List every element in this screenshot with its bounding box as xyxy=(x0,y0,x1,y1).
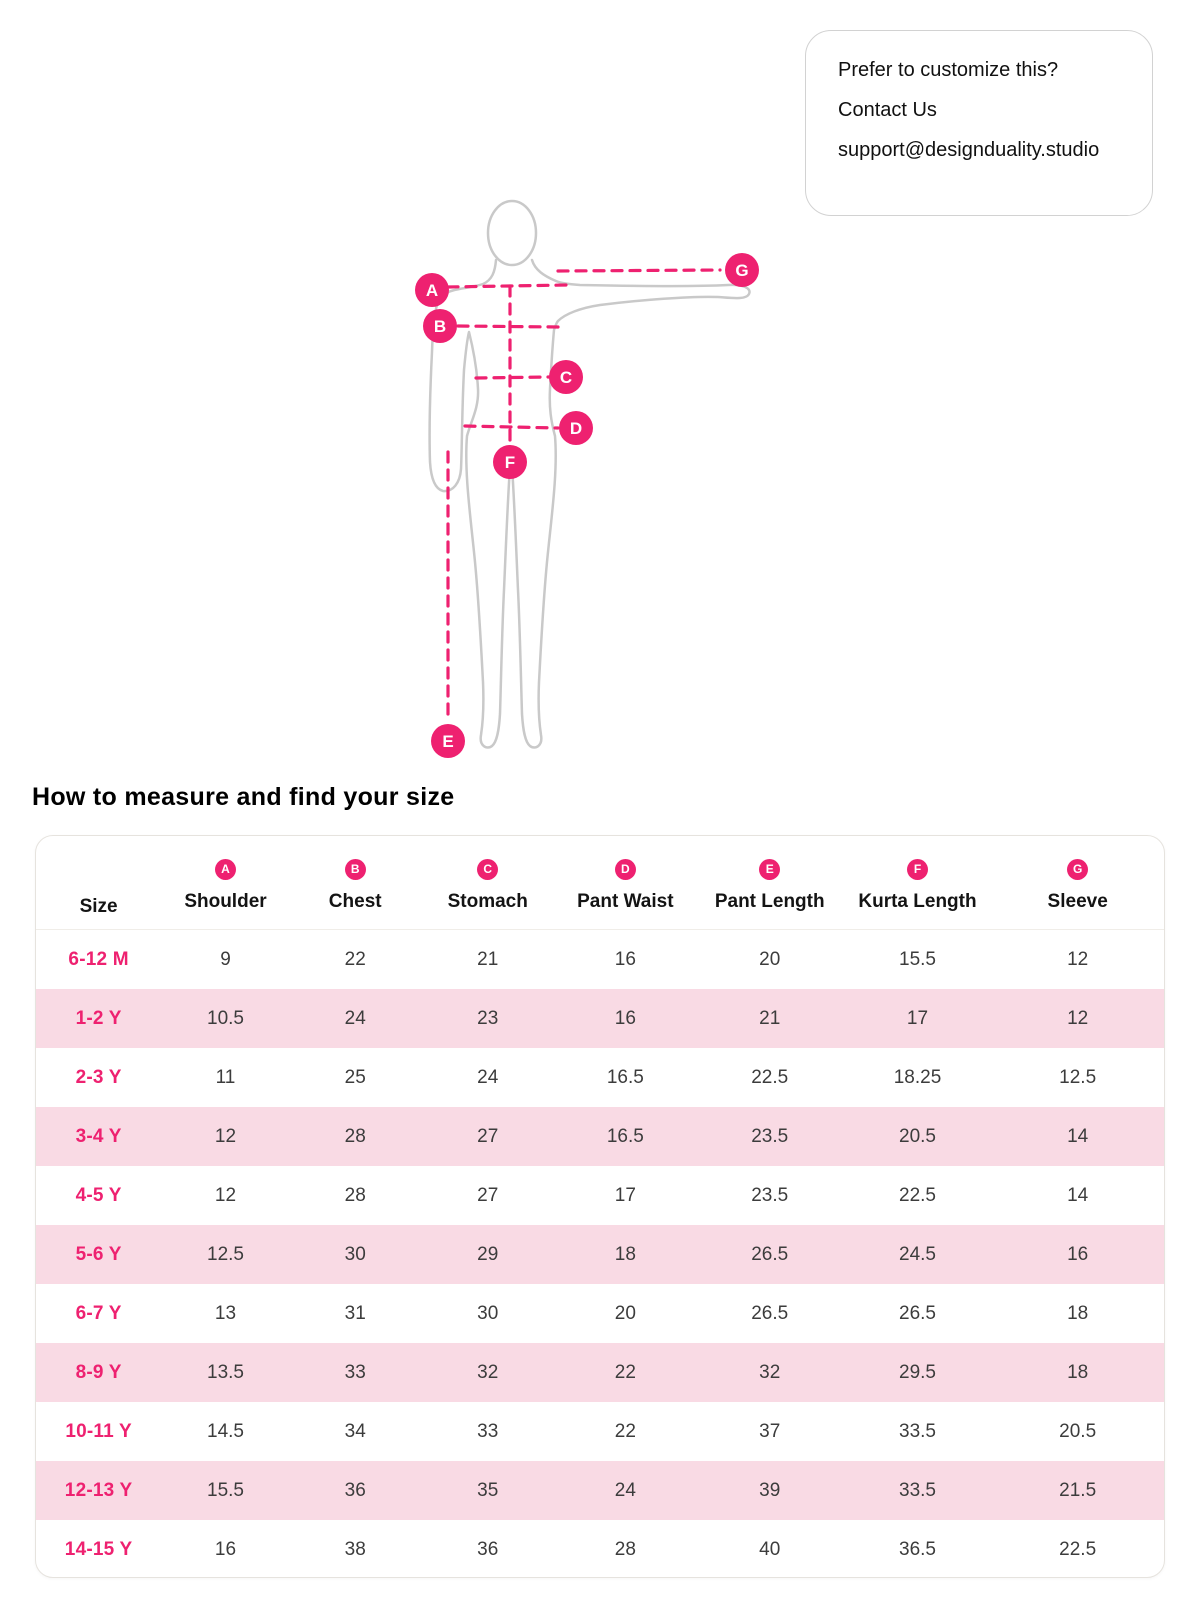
measurement-value: 21 xyxy=(477,948,499,970)
measurement-value: 29 xyxy=(477,1243,499,1265)
size-table-header xyxy=(36,836,1164,929)
page-title: How to measure and find your size xyxy=(32,783,455,811)
measurement-value: 32 xyxy=(477,1361,499,1383)
measurement-value: 16 xyxy=(614,1007,636,1029)
body-figure-outline xyxy=(430,201,750,748)
column-badge-e: E xyxy=(759,859,780,880)
measurement-value: 22 xyxy=(614,1361,636,1383)
measurement-value: 20 xyxy=(759,948,781,970)
measurement-value: 28 xyxy=(344,1125,366,1147)
measurement-value: 28 xyxy=(614,1538,636,1560)
measurement-value: 33.5 xyxy=(899,1420,936,1442)
measurement-value: 24 xyxy=(477,1066,499,1088)
measurement-value: 26.5 xyxy=(751,1243,789,1265)
column-label: Size xyxy=(79,896,118,917)
size-table-body xyxy=(36,929,1164,1578)
measurement-value: 30 xyxy=(344,1243,366,1265)
table-row xyxy=(36,1225,1164,1284)
marker-b-badge xyxy=(423,309,457,343)
column-label: Sleeve xyxy=(1047,891,1108,912)
measurement-value: 14 xyxy=(1067,1125,1089,1147)
measurement-value: 11 xyxy=(215,1066,236,1088)
measure-line-sleeve xyxy=(558,270,720,271)
measure-line-pant-waist xyxy=(465,426,558,428)
table-row xyxy=(36,1107,1164,1166)
measurement-value: 36 xyxy=(477,1538,499,1560)
measurement-value: 34 xyxy=(344,1420,366,1442)
column-badge-g: G xyxy=(1067,859,1088,880)
measurement-value: 24.5 xyxy=(899,1243,936,1265)
measurement-value: 22.5 xyxy=(751,1066,789,1088)
marker-e-badge xyxy=(431,724,465,758)
measurement-value: 22.5 xyxy=(1059,1538,1097,1560)
column-header-stomach xyxy=(421,859,555,929)
table-row xyxy=(36,1402,1164,1461)
measurement-value: 14 xyxy=(1067,1184,1089,1206)
body-diagram-svg xyxy=(380,190,800,770)
measurement-value: 20.5 xyxy=(899,1125,936,1147)
column-badge-c: C xyxy=(477,859,498,880)
measurement-value: 18 xyxy=(614,1243,636,1265)
measurement-value: 18 xyxy=(1067,1361,1089,1383)
size-label: 2-3 Y xyxy=(75,1066,122,1088)
measurement-value: 9 xyxy=(220,948,231,970)
column-header-size xyxy=(36,859,161,929)
table-row xyxy=(36,989,1164,1048)
measurement-value: 28 xyxy=(344,1184,366,1206)
marker-a-badge xyxy=(415,273,449,307)
column-badge-a: A xyxy=(215,859,236,880)
marker-f-badge xyxy=(493,445,527,479)
measurement-lines xyxy=(448,270,720,721)
measurement-value: 33.5 xyxy=(899,1479,936,1501)
column-header-pant-length xyxy=(696,859,844,929)
measurement-value: 36 xyxy=(344,1479,366,1501)
measure-line-shoulder xyxy=(448,285,566,287)
table-row xyxy=(36,1343,1164,1402)
measurement-value: 24 xyxy=(344,1007,366,1029)
measurement-value: 27 xyxy=(477,1184,499,1206)
measurement-value: 22.5 xyxy=(899,1184,936,1206)
size-label: 6-7 Y xyxy=(75,1302,122,1324)
column-header-sleeve xyxy=(991,859,1164,929)
measurement-value: 20 xyxy=(614,1302,636,1324)
measurement-value: 36.5 xyxy=(899,1538,936,1560)
measurement-value: 13.5 xyxy=(207,1361,244,1383)
column-header-kurta-length xyxy=(844,859,992,929)
measurement-value: 16 xyxy=(1067,1243,1089,1265)
measurement-value: 18.25 xyxy=(893,1066,942,1088)
measure-line-stomach xyxy=(476,377,550,378)
table-row xyxy=(36,1166,1164,1225)
measurement-value: 16.5 xyxy=(606,1066,644,1088)
contact-us-link[interactable]: Contact Us xyxy=(838,99,937,121)
measurement-value: 32 xyxy=(759,1361,781,1383)
column-label: Kurta Length xyxy=(858,891,977,912)
figure-head xyxy=(488,201,536,265)
svg-text:F: F xyxy=(504,453,516,472)
measurement-value: 18 xyxy=(1067,1302,1089,1324)
measurement-value: 12.5 xyxy=(1059,1066,1097,1088)
measure-line-chest xyxy=(458,326,558,327)
measurement-value: 16.5 xyxy=(606,1125,644,1147)
measurement-value: 27 xyxy=(477,1125,499,1147)
table-row xyxy=(36,930,1164,989)
measurement-value: 17 xyxy=(614,1184,636,1206)
column-badge-b: B xyxy=(345,859,366,880)
measurement-value: 37 xyxy=(759,1420,781,1442)
measurement-value: 33 xyxy=(344,1361,366,1383)
column-badge-d: D xyxy=(615,859,636,880)
measurement-value: 10.5 xyxy=(207,1007,244,1029)
measurement-value: 33 xyxy=(477,1420,499,1442)
measurement-value: 15.5 xyxy=(899,948,936,970)
measurement-value: 26.5 xyxy=(751,1302,789,1324)
svg-text:D: D xyxy=(569,419,583,438)
column-header-pant-waist xyxy=(555,859,696,929)
support-email-link[interactable]: support@designduality.studio xyxy=(838,139,1100,161)
size-label: 4-5 Y xyxy=(75,1184,122,1206)
marker-g-badge xyxy=(725,253,759,287)
measurement-value: 13 xyxy=(214,1302,237,1324)
figure-body xyxy=(430,260,750,748)
svg-text:C: C xyxy=(559,368,573,387)
size-label: 8-9 Y xyxy=(75,1361,122,1383)
svg-text:E: E xyxy=(442,732,454,751)
size-label: 10-11 Y xyxy=(65,1420,132,1442)
measurement-value: 24 xyxy=(614,1479,636,1501)
column-badge-f: F xyxy=(907,859,928,880)
measurement-value: 21.5 xyxy=(1059,1479,1097,1501)
measurement-value: 17 xyxy=(906,1007,929,1029)
column-header-chest xyxy=(290,859,421,929)
measurement-value: 30 xyxy=(477,1302,499,1324)
svg-text:A: A xyxy=(425,281,439,300)
column-label: Pant Length xyxy=(714,891,825,912)
measurement-value: 16 xyxy=(214,1538,237,1560)
column-header-shoulder xyxy=(161,859,290,929)
size-table xyxy=(35,835,1165,1578)
size-label: 12-13 Y xyxy=(64,1479,133,1501)
size-label: 14-15 Y xyxy=(64,1538,133,1560)
measurement-value: 23.5 xyxy=(751,1184,789,1206)
measurement-value: 12 xyxy=(1067,1007,1089,1029)
measurement-value: 22 xyxy=(614,1420,636,1442)
column-label: Stomach xyxy=(447,891,528,912)
column-label: Pant Waist xyxy=(577,891,674,912)
measurement-value: 23 xyxy=(477,1007,499,1029)
measurement-value: 38 xyxy=(344,1538,366,1560)
callout-prompt: Prefer to customize this? xyxy=(838,59,1059,81)
measurement-value: 31 xyxy=(344,1302,366,1324)
measurement-value: 25 xyxy=(344,1066,366,1088)
measurement-value: 12 xyxy=(214,1125,237,1147)
measurement-value: 22 xyxy=(344,948,366,970)
measurement-value: 35 xyxy=(477,1479,499,1501)
measurement-value: 20.5 xyxy=(1059,1420,1097,1442)
measurement-value: 21 xyxy=(759,1007,781,1029)
size-label: 5-6 Y xyxy=(75,1243,122,1265)
measurement-value: 29.5 xyxy=(899,1361,936,1383)
column-label: Chest xyxy=(328,891,382,912)
measurement-value: 15.5 xyxy=(207,1479,244,1501)
measurement-value: 16 xyxy=(614,948,636,970)
measurement-value: 14.5 xyxy=(207,1420,244,1442)
measurement-value: 39 xyxy=(759,1479,781,1501)
marker-d-badge xyxy=(559,411,593,445)
table-row xyxy=(36,1284,1164,1343)
measurement-value: 26.5 xyxy=(899,1302,936,1324)
table-row xyxy=(36,1048,1164,1107)
diagram-markers xyxy=(415,253,759,758)
svg-text:B: B xyxy=(433,317,447,336)
measurement-value: 40 xyxy=(759,1538,781,1560)
size-label: 6-12 M xyxy=(68,948,129,970)
measurement-value: 12 xyxy=(214,1184,237,1206)
table-row xyxy=(36,1461,1164,1520)
marker-c-badge xyxy=(549,360,583,394)
svg-text:G: G xyxy=(735,261,749,280)
size-label: 3-4 Y xyxy=(75,1125,122,1147)
size-label: 1-2 Y xyxy=(75,1007,122,1029)
measurement-value: 12.5 xyxy=(207,1243,244,1265)
customize-callout xyxy=(805,30,1153,216)
measurement-value: 23.5 xyxy=(751,1125,789,1147)
column-label: Shoulder xyxy=(184,891,267,912)
measurement-diagram xyxy=(380,190,800,770)
table-row xyxy=(36,1520,1164,1578)
measurement-value: 12 xyxy=(1067,948,1089,970)
